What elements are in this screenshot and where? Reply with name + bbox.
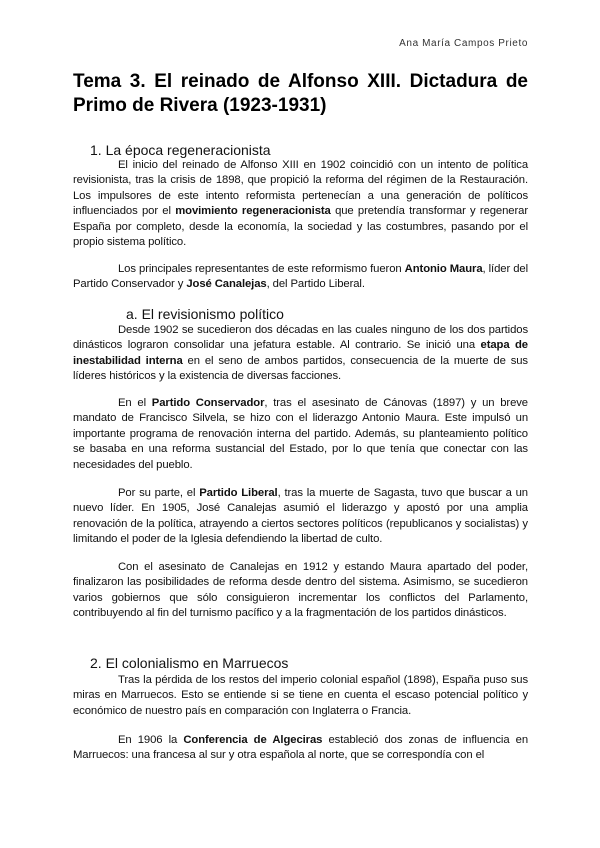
section-2-heading: 2. El colonialismo en Marruecos xyxy=(90,655,289,671)
section-2-p1 xyxy=(73,673,528,719)
bold-term: Antonio Maura xyxy=(404,263,483,275)
bold-term: José Canalejas xyxy=(186,278,267,291)
section-2-p2 xyxy=(73,733,528,764)
paragraph: Por su parte, el Partido Liberal, tras la muerte de Sagasta, tuvo que buscar a un nuevo líder. En 1905, José Canalejas asumió el liderazgo y apostó por una amplia renovación de la política, atrayendo a ciertos sectores políticos (republicanos y socialistas) y limitando el poder de la Iglesia defendiendo la libertad de culto. xyxy=(73,487,528,546)
section-1-heading: 1. La época regeneracionista xyxy=(90,142,271,158)
subsection-a-p1 xyxy=(73,323,528,385)
paragraph: Tras la pérdida de los restos del imperio colonial español (1898), España puso sus miras en Marruecos. Esto se entiende si se tiene en cuenta el escaso potencial político y económico de nuestro país en comparación con Inglaterra o Francia. xyxy=(73,674,528,717)
paragraph: Con el asesinato de Canalejas en 1912 y estando Maura apartado del poder, finalizaron las posibilidades de reforma desde dentro del sistema. Asimismo, se sucedieron varios gobiernos que sólo consiguieron incrementar los conflictos del Parlamento, contribuyendo al fin del turnismo pacífico y a la fragmentación de los partidos dinásticos. xyxy=(73,561,528,620)
bold-term: etapa de inestabilidad interna xyxy=(73,339,528,367)
section-1-body xyxy=(73,158,528,250)
document-title: Tema 3. El reinado de Alfonso XIII. Dictadura de Primo de Rivera (1923-1931) xyxy=(73,71,528,116)
bold-term: movimiento regeneracionista xyxy=(175,205,331,218)
paragraph: Desde 1902 se sucedieron dos décadas en las cuales ninguno de los dos partidos dinásticos lograron consolidar una jefatura estable. Al contrario. Se inició una etapa de inestabilidad interna en el seno de ambos partidos, consecuencia de la muerte de sus líderes históricos y la existencia de diversas facciones. xyxy=(73,324,528,383)
paragraph: En el Partido Conservador, tras el asesinato de Cánovas (1897) y un breve mandato de Francisco Silvela, se hizo con el liderazgo Antonio Maura. Este impulsó un importante programa de renovación interna del partido. Además, su planteamiento político se basaba en una reforma sustancial del Estado, por lo que tenía que conectar con las necesidades del pueblo. xyxy=(73,397,528,471)
subsection-a-heading: a. El revisionismo político xyxy=(126,306,284,322)
bold-term: Conferencia de Algeciras xyxy=(183,734,323,746)
subsection-a-p2 xyxy=(73,396,528,473)
paragraph: El inicio del reinado de Alfonso XIII en 1902 coincidió con un intento de política revisionista, tras la crisis de 1898, que propició la reforma del régimen de la Restauración. Los impulsores de este intento reformista pertenecían a una generación de políticos influenciados por el movimiento regeneracionista que pretendía transformar y regenerar España por completo, desde la economía, la sociedad y las costumbres, pasando por el propio sistema político. xyxy=(73,159,528,249)
paragraph: Los principales representantes de este reformismo fueron Antonio Maura, líder del Partido Conservador y José Canalejas, del Partido Liberal. xyxy=(73,263,528,291)
subsection-a-p4 xyxy=(73,560,528,622)
paragraph: En 1906 la Conferencia de Algeciras estableció dos zonas de influencia en Marruecos: una francesa al sur y otra española al norte, que se correspondía con el xyxy=(73,734,529,762)
section-1-body-2 xyxy=(73,262,528,293)
bold-term: Partido Liberal xyxy=(199,487,278,499)
subsection-a-p3 xyxy=(73,486,528,548)
bold-term: Partido Conservador xyxy=(151,397,265,409)
header-author: Ana María Campos Prieto xyxy=(399,38,528,49)
